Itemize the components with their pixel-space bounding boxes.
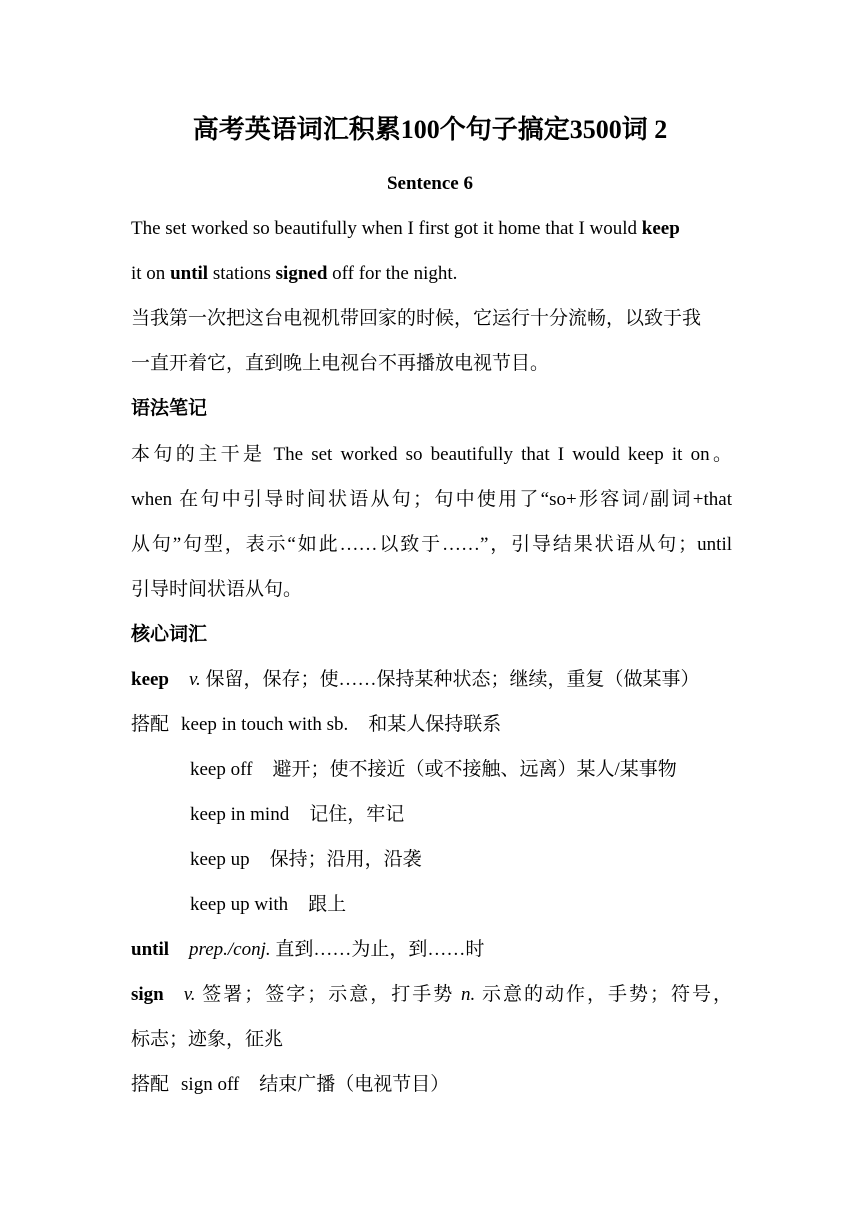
phrase-en: keep off [190,759,253,780]
phrase-en: keep up [190,849,250,870]
sentence-heading: Sentence 6 [386,173,473,194]
english-text: The set worked so beautifully when I first got it home that I would [131,218,642,239]
collocation-label: 搭配 [131,1074,170,1095]
english-sentence-line-2 [131,262,457,286]
phrase-zh: 保持；沿用，沿袭 [269,849,422,870]
phrase-zh: 结束广播（电视节目） [259,1074,450,1095]
phrase-zh: 和某人保持联系 [368,714,502,735]
grammar-heading: 语法笔记 [131,398,208,419]
document-title: 高考英语词汇积累100个句子搞定3500词 2 [192,115,668,144]
vocab-heading: 核心词汇 [131,624,208,645]
vocab-meaning: 直到……为止，到……时 [275,939,485,960]
keyword-until: until [170,263,209,284]
vocab-meaning: 保留，保存；使……保持某种状态；继续，重复（做某事） [205,669,700,690]
vocab-entry-keep [131,668,700,692]
grammar-line-4: 引导时间状语从句。 [131,579,303,600]
part-of-speech: v. [189,669,201,690]
phrase-en: keep in touch with sb. [181,714,349,735]
vocab-word: until [131,939,170,960]
collocation-label: 搭配 [131,714,170,735]
vocab-entry-sign-cont: 标志；迹象，征兆 [131,1029,284,1050]
part-of-speech: v. [183,984,196,1005]
vocab-word: keep [131,669,169,690]
english-text: off for the night. [327,263,458,284]
phrase-zh: 跟上 [308,894,347,915]
phrase-en: keep in mind [190,804,290,825]
collocation-row-5 [190,893,346,917]
keyword-signed: signed [275,263,328,284]
grammar-line-3: 从句”句型，表示“如此……以致于……”，引导结果状语从句；until [131,534,732,555]
chinese-translation-line-1: 当我第一次把这台电视机带回家的时候，它运行十分流畅，以致于我 [131,308,702,329]
collocation-row-2 [190,758,677,782]
collocation-row-1 [131,713,501,737]
vocab-entry-until [131,938,484,962]
phrase-en: keep up with [190,894,289,915]
grammar-line-2: when 在句中引导时间状语从句；句中使用了“so+形容词/副词+that [131,489,732,510]
collocation-row-3 [190,803,404,827]
part-of-speech: prep./conj. [189,939,271,960]
collocation-row-sign [131,1073,449,1097]
vocab-word: sign [131,984,164,1005]
vocab-meaning: 示意的动作，手势；符号， [482,984,732,1005]
english-text: stations [208,263,276,284]
vocab-meaning: 签署；签字；示意，打手势 [202,984,455,1005]
keyword-keep: keep [641,218,680,239]
collocation-row-4 [190,848,422,872]
vocab-entry-sign [131,983,732,1007]
phrase-zh: 避开；使不接近（或不接触、远离）某人/某事物 [272,759,677,780]
chinese-translation-line-2: 一直开着它，直到晚上电视台不再播放电视节目。 [131,353,550,374]
phrase-zh: 记住，牢记 [309,804,405,825]
grammar-line-1: 本句的主干是 The set worked so beautifully that I would keep it on。 [131,444,732,465]
part-of-speech: n. [461,984,476,1005]
phrase-en: sign off [181,1074,240,1095]
english-sentence-line-1 [131,217,680,241]
english-text: it on [131,263,171,284]
